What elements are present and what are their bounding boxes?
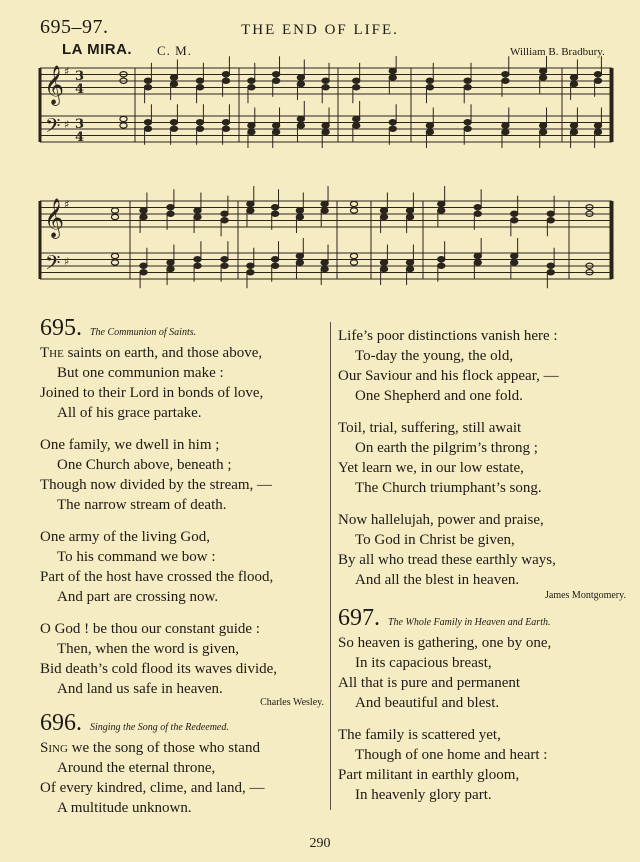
note-head — [111, 260, 118, 265]
note-head — [167, 260, 174, 265]
verse-line: Life’s poor distinctions vanish here : — [338, 328, 558, 344]
time-signature: 3 — [75, 69, 85, 84]
note-head — [297, 75, 304, 80]
bass-clef: 𝄢 — [45, 251, 61, 279]
note-head — [273, 129, 280, 134]
page-number: 290 — [309, 836, 331, 851]
verse-line: One family, we dwell in him ; — [40, 437, 220, 453]
verse-line: To-day the young, the old, — [355, 348, 514, 364]
note-head — [594, 78, 601, 83]
note-head — [196, 78, 203, 83]
note-head — [170, 126, 177, 131]
note-head — [350, 253, 357, 258]
note-head — [322, 85, 329, 90]
hymn-number: 697. — [338, 605, 380, 631]
treble-clef: 𝄞 — [44, 198, 65, 238]
note-head — [222, 120, 229, 125]
note-head — [474, 205, 481, 210]
note-head — [140, 208, 147, 213]
hymn-695-heading — [40, 315, 330, 343]
note-head — [322, 123, 329, 128]
note-head — [296, 253, 303, 258]
note-head — [389, 68, 396, 73]
verse-line: One Church above, beneath ; — [57, 457, 232, 473]
note-head — [426, 123, 433, 128]
hymn-697-heading — [338, 605, 626, 633]
verse-line: Part militant in earthly gloom, — [338, 767, 520, 783]
time-signature: 4 — [75, 82, 85, 97]
note-head — [321, 208, 328, 213]
note-head — [222, 72, 229, 77]
note-head — [474, 260, 481, 265]
note-head — [594, 123, 601, 128]
note-head — [426, 129, 433, 134]
note-head — [438, 201, 445, 206]
note-head — [511, 211, 518, 216]
note-head — [272, 205, 279, 210]
note-head — [511, 218, 518, 223]
note-head — [111, 253, 118, 258]
tune-meter: C. M. — [157, 43, 192, 58]
note-head — [248, 129, 255, 134]
note-head — [296, 208, 303, 213]
note-head — [248, 123, 255, 128]
note-head — [380, 260, 387, 265]
note-head — [144, 78, 151, 83]
note-head — [474, 253, 481, 258]
note-head — [350, 260, 357, 265]
note-head — [140, 263, 147, 268]
note-head — [353, 123, 360, 128]
note-head — [406, 260, 413, 265]
verse-line: A multitude unknown. — [57, 800, 192, 816]
verse-line: Then, when the word is given, — [57, 641, 240, 657]
tune-composer: William B. Bradbury. — [510, 46, 605, 58]
note-head — [547, 263, 554, 268]
verse-line: The Church triumphant’s song. — [355, 480, 542, 496]
verse-line: And land us safe in heaven. — [57, 681, 223, 697]
verse-line: In its capacious breast, — [355, 655, 492, 671]
note-head — [167, 211, 174, 216]
note-head — [170, 120, 177, 125]
note-head — [426, 85, 433, 90]
tune-name: LA MIRA. — [62, 41, 133, 58]
hymn-number: 696. — [40, 710, 82, 736]
note-head — [570, 129, 577, 134]
note-head — [296, 260, 303, 265]
page-title: THE END OF LIFE. — [241, 22, 399, 38]
note-head — [140, 270, 147, 275]
note-head — [170, 81, 177, 86]
note-head — [547, 211, 554, 216]
hymn-author: James Montgomery. — [544, 590, 626, 601]
note-head — [547, 218, 554, 223]
verse-line: And all the blest in heaven. — [355, 572, 520, 588]
note-head — [144, 85, 151, 90]
note-head — [474, 211, 481, 216]
verse-line: And part are crossing now. — [57, 589, 219, 605]
note-head — [464, 78, 471, 83]
note-head — [570, 123, 577, 128]
verse-line: Of every kindred, clime, and land, — — [40, 780, 265, 796]
note-head — [167, 266, 174, 271]
sharp-sign: ♯ — [64, 118, 70, 131]
note-head — [570, 81, 577, 86]
note-head — [321, 260, 328, 265]
note-head — [272, 263, 279, 268]
note-head — [272, 211, 279, 216]
note-head — [194, 263, 201, 268]
note-head — [594, 129, 601, 134]
note-head — [321, 201, 328, 206]
note-head — [247, 263, 254, 268]
note-head — [380, 214, 387, 219]
verse-line: The saints on earth, and those above, — [40, 345, 263, 361]
note-head — [406, 266, 413, 271]
note-head — [221, 263, 228, 268]
note-head — [273, 72, 280, 77]
note-head — [167, 205, 174, 210]
note-head — [297, 123, 304, 128]
right-column — [338, 326, 626, 805]
note-head — [194, 208, 201, 213]
note-head — [380, 208, 387, 213]
note-head — [464, 120, 471, 125]
note-head — [272, 257, 279, 262]
verse-line: So heaven is gathering, one by one, — [338, 635, 552, 651]
note-head — [322, 129, 329, 134]
note-head — [511, 253, 518, 258]
time-signature: 4 — [75, 130, 85, 145]
bass-clef: 𝄢 — [45, 114, 61, 142]
note-head — [248, 78, 255, 83]
note-head — [196, 126, 203, 131]
note-head — [389, 120, 396, 125]
verse-line: Our Saviour and his flock appear, — — [338, 368, 559, 384]
note-head — [353, 116, 360, 121]
verse-line: O God ! be thou our constant guide : — [40, 621, 260, 637]
note-head — [194, 257, 201, 262]
note-head — [389, 126, 396, 131]
verse-line: In heavenly glory part. — [355, 787, 492, 803]
hymn-696-heading — [40, 710, 330, 738]
verse-line: By all who tread these earthly ways, — [338, 552, 556, 568]
verse-line: And beautiful and blest. — [355, 695, 500, 711]
verse-line: Toil, trial, suffering, still await — [338, 420, 522, 436]
note-head — [297, 81, 304, 86]
note-head — [296, 214, 303, 219]
column-divider — [330, 322, 331, 810]
time-signature: 3 — [75, 117, 85, 132]
note-head — [221, 211, 228, 216]
verse-line: But one communion make : — [57, 365, 224, 381]
note-head — [170, 75, 177, 80]
verse-line: All that is pure and permanent — [338, 675, 521, 691]
note-head — [120, 116, 127, 121]
note-head — [273, 123, 280, 128]
note-head — [540, 123, 547, 128]
note-head — [247, 201, 254, 206]
note-head — [196, 120, 203, 125]
hymn-range: 695–97. — [40, 16, 109, 38]
note-head — [194, 214, 201, 219]
note-head — [540, 75, 547, 80]
hymn-author: Charles Wesley. — [260, 697, 324, 708]
note-head — [247, 208, 254, 213]
verse-line: Bid death’s cold flood its waves divide, — [40, 661, 278, 677]
note-head — [438, 263, 445, 268]
note-head — [111, 214, 118, 219]
note-head — [350, 201, 357, 206]
note-head — [297, 116, 304, 121]
sharp-sign: ♯ — [64, 65, 70, 78]
verse-line: Though of one home and heart : — [355, 747, 548, 763]
verse-line: On earth the pilgrim’s throng ; — [355, 440, 538, 456]
left-column — [40, 315, 330, 818]
note-head — [540, 129, 547, 134]
verse-line: Part of the host have crossed the flood, — [40, 569, 274, 585]
note-head — [464, 85, 471, 90]
verse-line: The narrow stream of death. — [57, 497, 227, 513]
note-head — [570, 75, 577, 80]
note-head — [406, 214, 413, 219]
note-head — [221, 257, 228, 262]
note-head — [222, 78, 229, 83]
note-head — [380, 266, 387, 271]
note-head — [273, 78, 280, 83]
note-head — [140, 214, 147, 219]
verse-line: One Shepherd and one fold. — [355, 388, 523, 404]
note-head — [222, 126, 229, 131]
note-head — [322, 78, 329, 83]
sharp-sign: ♯ — [64, 198, 70, 211]
verse-line: Yet learn we, in our low estate, — [338, 460, 524, 476]
hymn-caption: The Whole Family in Heaven and Earth. — [388, 617, 551, 628]
note-head — [594, 72, 601, 77]
note-head — [353, 85, 360, 90]
sharp-sign: ♯ — [64, 255, 70, 268]
note-head — [438, 208, 445, 213]
hymn-caption: Singing the Song of the Redeemed. — [90, 722, 229, 733]
note-head — [111, 208, 118, 213]
note-head — [511, 260, 518, 265]
verse-line: The family is scattered yet, — [338, 727, 501, 743]
verse-line: Now hallelujah, power and praise, — [338, 512, 544, 528]
note-head — [502, 78, 509, 83]
note-head — [353, 78, 360, 83]
verse-line: Around the eternal throne, — [57, 760, 216, 776]
verse-line: One army of the living God, — [40, 529, 210, 545]
hymn-number: 695. — [40, 315, 82, 341]
hymn-caption: The Communion of Saints. — [90, 327, 197, 338]
note-head — [426, 78, 433, 83]
verse-line: To his command we bow : — [57, 549, 216, 565]
note-head — [547, 270, 554, 275]
verse-line: To God in Christ be given, — [355, 532, 515, 548]
note-head — [540, 68, 547, 73]
note-head — [464, 126, 471, 131]
note-head — [120, 123, 127, 128]
note-head — [144, 126, 151, 131]
note-head — [502, 72, 509, 77]
note-head — [350, 208, 357, 213]
note-head — [406, 208, 413, 213]
note-head — [321, 266, 328, 271]
note-head — [247, 270, 254, 275]
note-head — [502, 123, 509, 128]
note-head — [438, 257, 445, 262]
note-head — [196, 85, 203, 90]
note-head — [502, 129, 509, 134]
verse-line: Joined to their Lord in bonds of love, — [40, 385, 264, 401]
note-head — [144, 120, 151, 125]
note-head — [221, 218, 228, 223]
verse-line: Though now divided by the stream, — — [40, 477, 273, 493]
treble-clef: 𝄞 — [44, 65, 65, 105]
note-head — [248, 85, 255, 90]
verse-line: All of his grace partake. — [57, 405, 202, 421]
note-head — [389, 75, 396, 80]
verse-line: Sing we the song of those who stand — [40, 740, 260, 756]
music-score — [0, 56, 640, 304]
